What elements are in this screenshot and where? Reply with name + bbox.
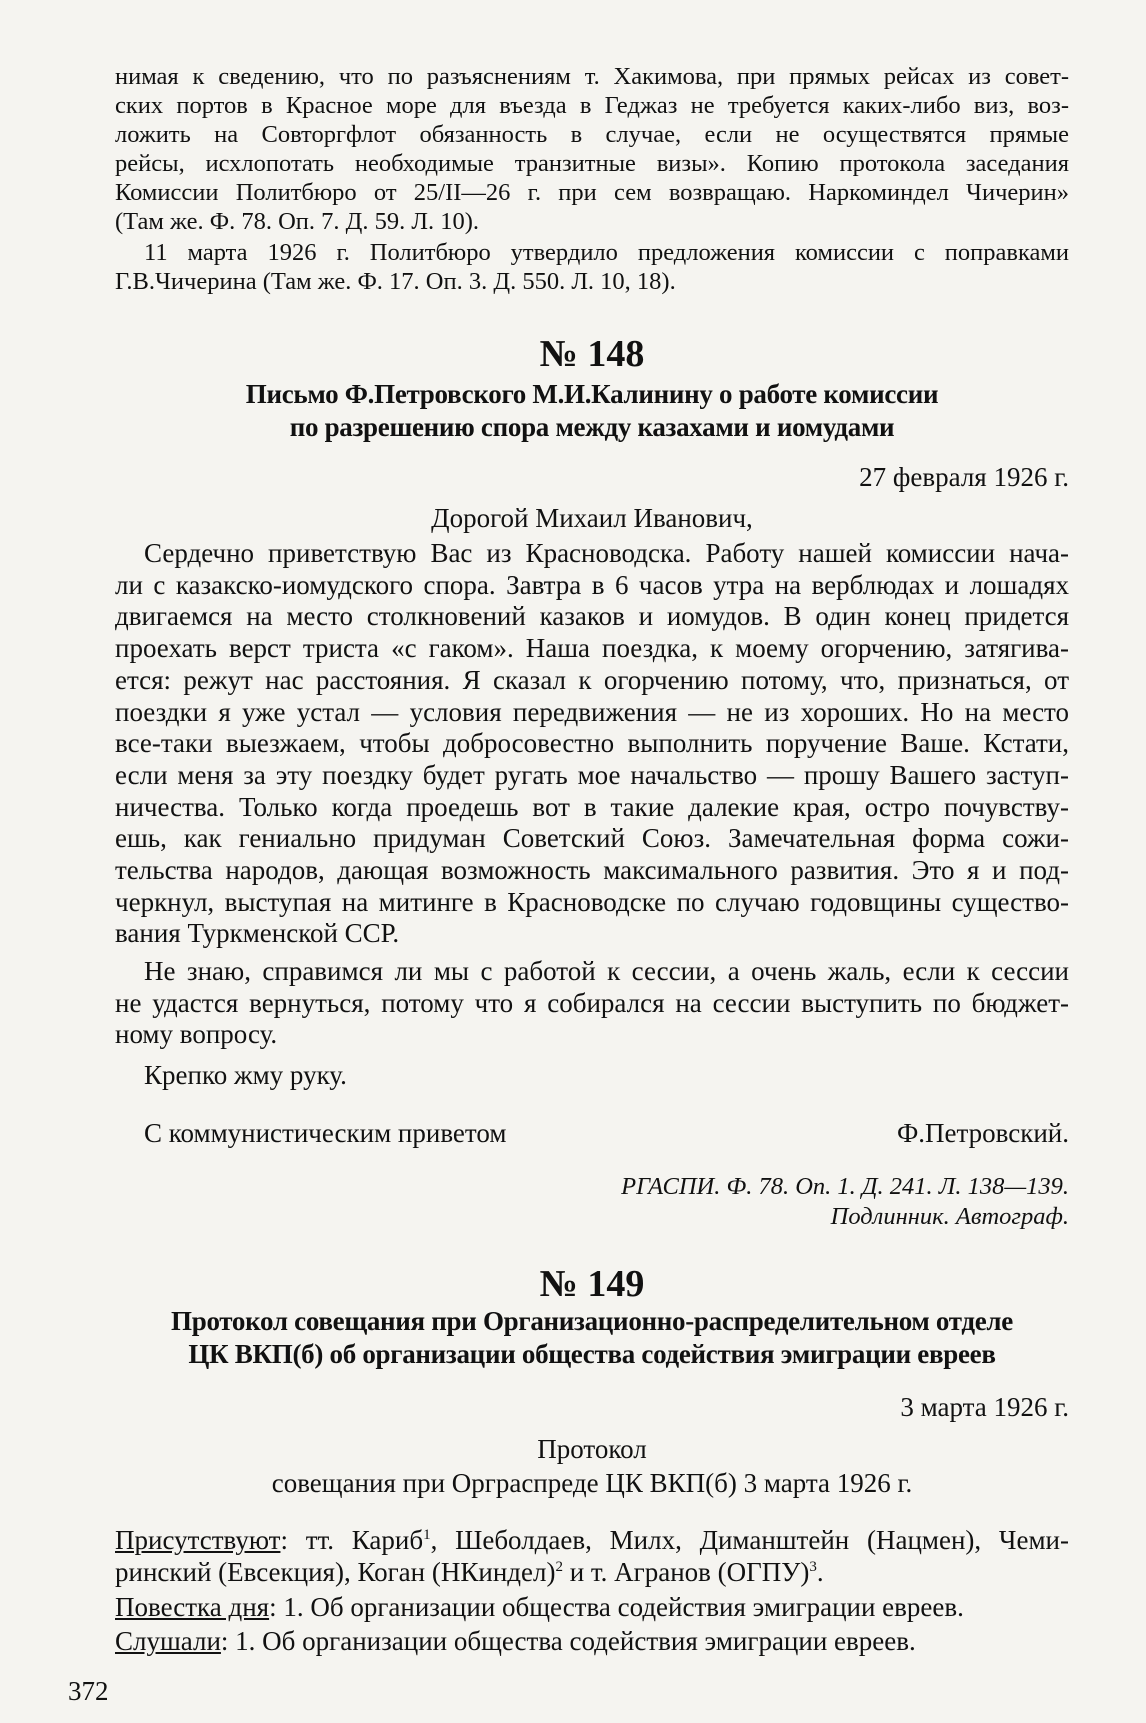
title-line: ЦК ВКП(б) об организации общества содействия эмиграции евреев [188, 1339, 996, 1369]
present-text: ринский (Евсекция), Коган (НКиндел) [115, 1556, 556, 1587]
agenda-line [115, 1592, 1069, 1624]
text-line: ложить на Совторгфлот обязанность в случае, если не осуществятся прямые [115, 121, 1069, 148]
protocol-subheading: совещания при Орграспреде ЦК ВКП(б) 3 марта 1926 г. [271, 1468, 913, 1498]
agenda-text: : 1. Об организации общества содействия эмиграции евреев. [269, 1592, 964, 1622]
letter-closing: Крепко жму руку. [144, 1060, 347, 1090]
present-text: и т. Агранов (ОГПУ) [562, 1556, 810, 1587]
present-text: , Шеболдаев, Милх, Диманштейн (Нацмен), Чеми- [430, 1525, 1069, 1555]
source-line: РГАСПИ. Ф. 78. Оп. 1. Д. 241. Л. 138—139. [621, 1173, 1069, 1200]
present-text: . [816, 1556, 824, 1587]
text-line: Г.В.Чичерина (Там же. Ф. 17. Оп. 3. Д. 550. Л. 10, 18). [115, 268, 676, 295]
text-line: тельства народов, дающая возможность максимального развития. Это я и под- [115, 855, 1069, 886]
text-line: вания Туркменской ССР. [115, 918, 400, 949]
letter-body-paragraph [115, 538, 1069, 950]
document-date: 27 февраля 1926 г. [859, 462, 1069, 492]
text-line: Не знаю, справимся ли мы с работой к сессии, а очень жаль, если к сессии [144, 956, 1069, 986]
text-line: проехать верст триста «с гаком». Наша поездка, к моему огорчению, затягива- [115, 633, 1069, 664]
letter-regards: С коммунистическим приветом [144, 1118, 507, 1148]
letter-body-paragraph [115, 956, 1069, 1051]
document-number: № 149 [539, 1263, 645, 1305]
heard-line [115, 1626, 1069, 1658]
text-line: ешь, как гениально придуман Советский Союз. Замечательная форма сожи- [115, 823, 1069, 854]
text-line: ли с казакско-иомудского спора. Завтра в 6 часов утра на верблюдах и лошадях [115, 569, 1069, 600]
archive-source [115, 1172, 1069, 1232]
text-line: ничества. Только когда проедешь вот в такие далекие края, остро почувству- [115, 791, 1069, 822]
intro-paragraph [115, 62, 1069, 236]
text-line: все-таки выезжаем, чтобы добросовестно выполнить поручение Ваше. Кстати, [115, 728, 1069, 759]
title-line: Протокол совещания при Организационно-распределительном отделе [171, 1306, 1013, 1336]
text-line: ному вопросу. [115, 1019, 278, 1050]
text-line: ется: режут нас расстояния. Я сказал к огорчению потому, что, признаться, от [115, 664, 1069, 695]
footnote-ref: 2 [555, 1558, 563, 1575]
present-label: Присутствуют [115, 1525, 281, 1555]
text-line: Сердечно приветствую Вас из Красноводска. Работу нашей комиссии нача- [144, 538, 1069, 568]
present-text: : тт. Кариб [280, 1525, 424, 1555]
heard-label: Слушали [115, 1626, 221, 1656]
page-number: 372 [68, 1676, 109, 1706]
text-line: поездки я уже устал — условия передвижения — не из хороших. Но на место [115, 696, 1069, 727]
text-line: (Там же. Ф. 78. Оп. 7. Д. 59. Л. 10). [115, 208, 480, 235]
document-number: № 148 [539, 333, 645, 375]
footnote-ref: 1 [423, 1527, 431, 1543]
intro-note-paragraph [115, 238, 1069, 296]
present-paragraph [115, 1525, 1069, 1588]
text-line: рейсы, исхлопотать необходимые транзитные визы». Копию протокола заседания [115, 150, 1069, 177]
text-line: Комиссии Политбюро от 25/II—26 г. при сем возвращаю. Наркоминдел Чичерин» [115, 179, 1069, 206]
title-line: Письмо Ф.Петровского М.И.Калинину о работе комиссии [245, 379, 939, 409]
salutation: Дорогой Михаил Иванович, [431, 503, 753, 533]
source-line: Подлинник. Автограф. [830, 1203, 1069, 1230]
protocol-heading: Протокол [537, 1434, 647, 1464]
text-line: если меня за эту поездку будет ругать мое начальство — прошу Вашего заступ- [115, 759, 1069, 790]
document-title [115, 1305, 1069, 1371]
heard-text: : 1. Об организации общества содействия эмиграции евреев. [220, 1626, 916, 1656]
agenda-label: Повестка дня [115, 1592, 270, 1622]
text-line: ских портов в Красное море для въезда в Геджаз не требуется каких-либо виз, воз- [115, 92, 1069, 119]
text-line: нимая к сведению, что по разъяснениям т. Хакимова, при прямых рейсах из совет- [115, 63, 1069, 90]
text-line: 11 марта 1926 г. Политбюро утвердило предложения комиссии с поправками [144, 239, 1069, 266]
letter-signature: Ф.Петровский. [896, 1118, 1069, 1148]
title-line: по разрешению спора между казахами и иомудами [289, 412, 895, 442]
text-line: двигаемся на место столкновений казаков и иомудов. В один конец придется [115, 601, 1069, 632]
footnote-ref: 3 [809, 1558, 817, 1575]
text-line [115, 1525, 1069, 1557]
text-line [115, 1557, 1069, 1589]
text-line: не удастся вернуться, потому что я собирался на сессии выступить по бюджет- [115, 987, 1069, 1018]
document-title [115, 378, 1069, 444]
document-date: 3 марта 1926 г. [900, 1392, 1069, 1422]
text-line: черкнул, выступая на митинге в Красноводске по случаю годовщины существо- [115, 886, 1069, 917]
